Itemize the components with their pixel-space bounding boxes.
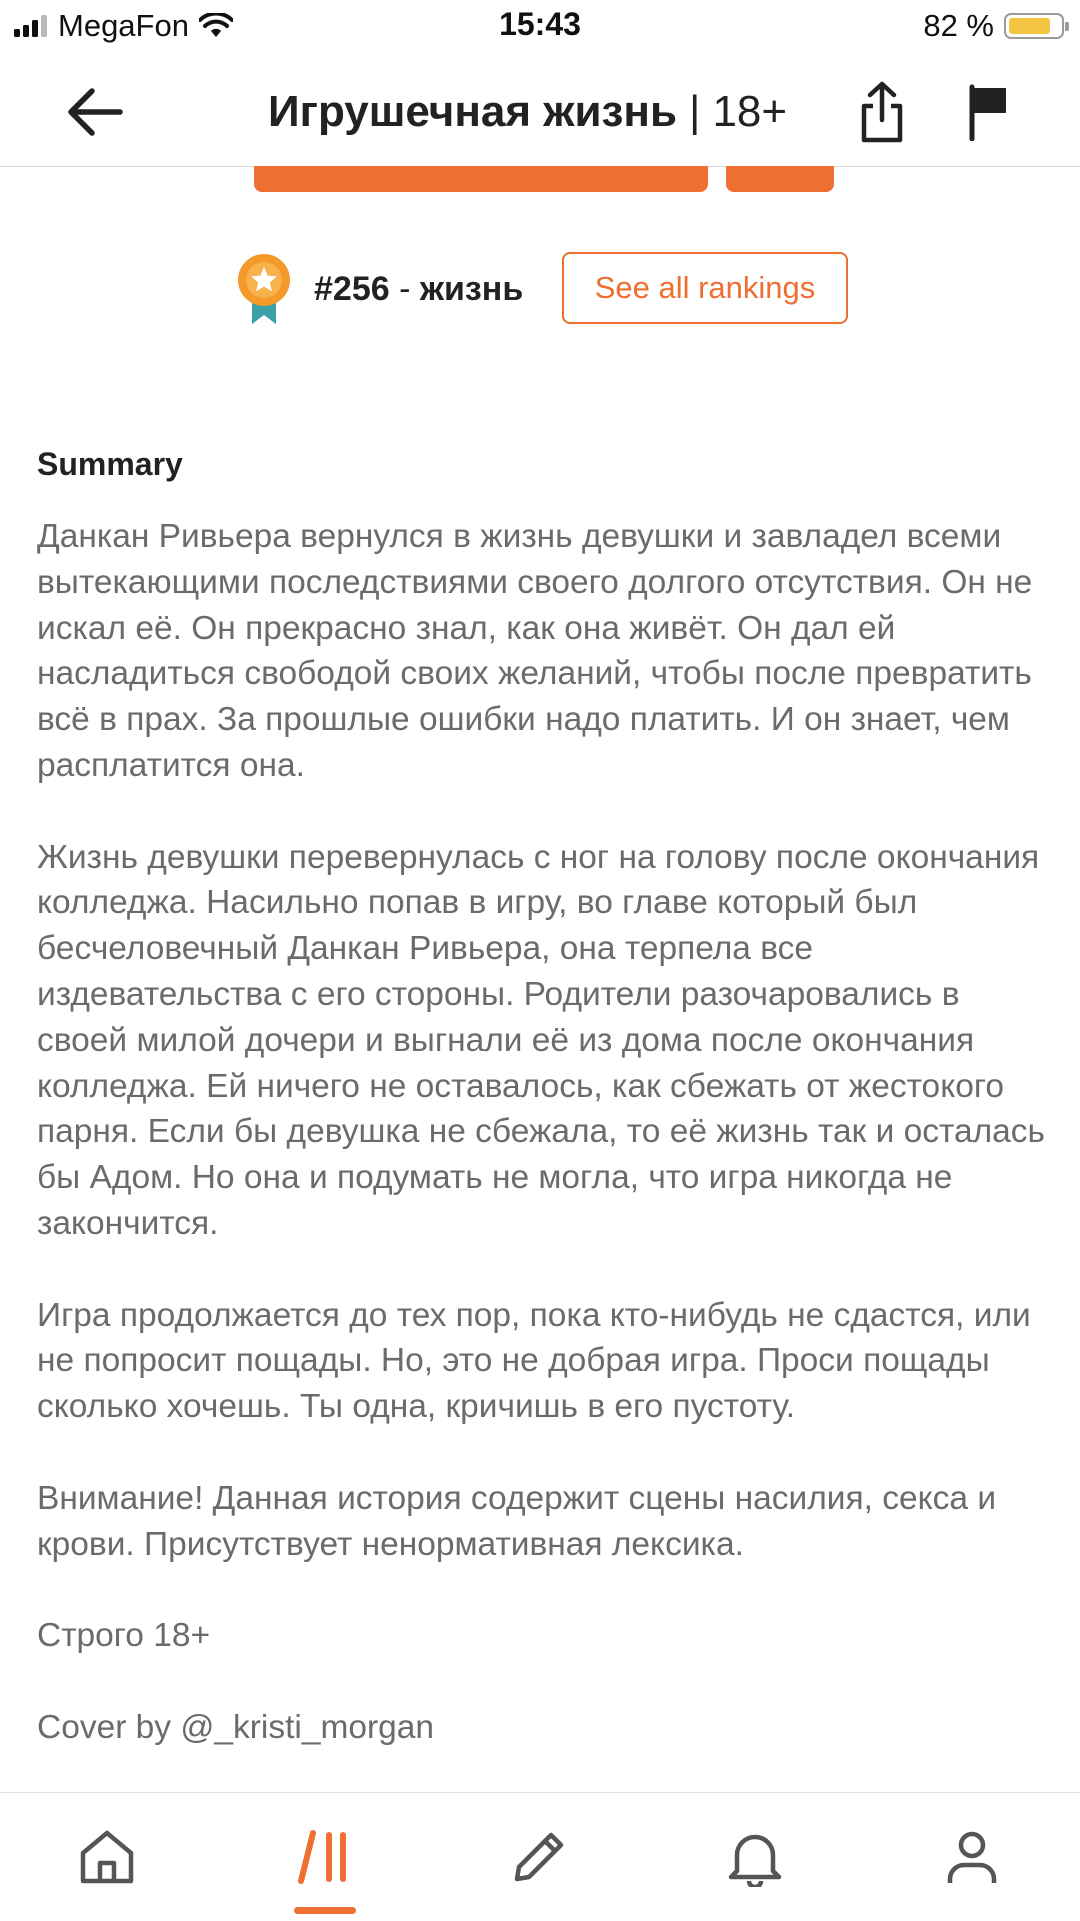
age-rating: 18+ xyxy=(712,87,788,136)
rank-tag[interactable]: жизнь xyxy=(419,269,524,308)
nav-home[interactable] xyxy=(47,1793,167,1921)
summary-paragraph: Жизнь девушки перевернулась с ног на голову после окончания колледжа. Насильно попав в игру, во главе который был бесчеловечный Данкан Ривьера, она терпела все издевательства с его стороны. Родители разочаровались в своей милой дочери и выгнали её из дома после окончания колледжа. Ей ничего не оставалось, как сбежать от жестокого парня. Если бы девушка не сбежала, то её жизнь так и осталась бы Адом. Но она и подумать не могла, что игра никогда не закончится. xyxy=(37,838,1045,1242)
profile-icon xyxy=(942,1827,1002,1887)
summary-paragraph: Внимание! Данная история содержит сцены насилия, секса и крови. Присутствует ненормативная лексика. xyxy=(37,1479,997,1563)
active-tab-indicator xyxy=(294,1907,356,1914)
library-icon xyxy=(295,1827,355,1887)
summary-paragraph: Данкан Ривьера вернулся в жизнь девушки и завладел всеми вытекающими последствиями своего долгого отсутствия. Он не искал её. Он прекрасно знал, как она живёт. Он дал ей насладиться свободой своих желаний, чтобы после превратить всё в прах. За прошлые ошибки надо платить. И он знает, чем расплатится она. xyxy=(37,518,1033,784)
nav-write[interactable] xyxy=(479,1793,599,1921)
see-all-rankings-button[interactable]: See all rankings xyxy=(562,252,848,324)
back-button[interactable] xyxy=(60,80,130,144)
nav-profile[interactable] xyxy=(912,1793,1032,1921)
start-reading-button[interactable] xyxy=(254,166,708,192)
share-button[interactable] xyxy=(852,76,912,148)
summary-heading: Summary xyxy=(37,446,183,482)
rank-number: #256 xyxy=(314,269,390,308)
add-to-library-button[interactable] xyxy=(726,166,834,192)
rank-dash: - xyxy=(399,269,411,308)
notifications-icon xyxy=(725,1827,785,1887)
summary-paragraph: Игра продолжается до тех пор, пока кто-нибудь не сдастся, или не попросит пощады. Но, это не добрая игра. Проси пощады сколько хочешь. Ты одна, кричишь в его пустоту. xyxy=(37,1296,1031,1426)
top-app-bar xyxy=(0,58,1080,167)
battery-fill xyxy=(1009,18,1050,34)
nav-notifications[interactable] xyxy=(695,1793,815,1921)
home-icon xyxy=(77,1827,137,1887)
story-title: Игрушечная жизнь xyxy=(268,87,677,136)
medal-icon xyxy=(236,252,292,326)
report-button[interactable] xyxy=(960,80,1016,144)
arrow-left-icon xyxy=(66,87,124,137)
status-bar xyxy=(0,0,1080,56)
status-right xyxy=(923,8,1064,44)
clock: 15:43 xyxy=(499,6,581,42)
ranking-row xyxy=(236,250,523,328)
summary-text xyxy=(37,514,1047,1796)
nav-library[interactable] xyxy=(265,1793,385,1921)
carrier-name: MegaFon xyxy=(58,8,189,43)
cover-credit: Cover by @_kristi_morgan xyxy=(37,1708,435,1746)
summary-paragraph: Строго 18+ xyxy=(37,1617,211,1655)
battery-icon xyxy=(1004,13,1064,39)
bottom-navigation xyxy=(0,1792,1080,1921)
share-icon xyxy=(859,80,905,144)
rank-label xyxy=(314,270,523,309)
battery-percent: 82 % xyxy=(923,8,994,43)
title-separator: | xyxy=(689,87,701,136)
flag-icon xyxy=(966,83,1010,141)
write-icon xyxy=(509,1827,569,1887)
story-title-bar xyxy=(268,78,787,146)
